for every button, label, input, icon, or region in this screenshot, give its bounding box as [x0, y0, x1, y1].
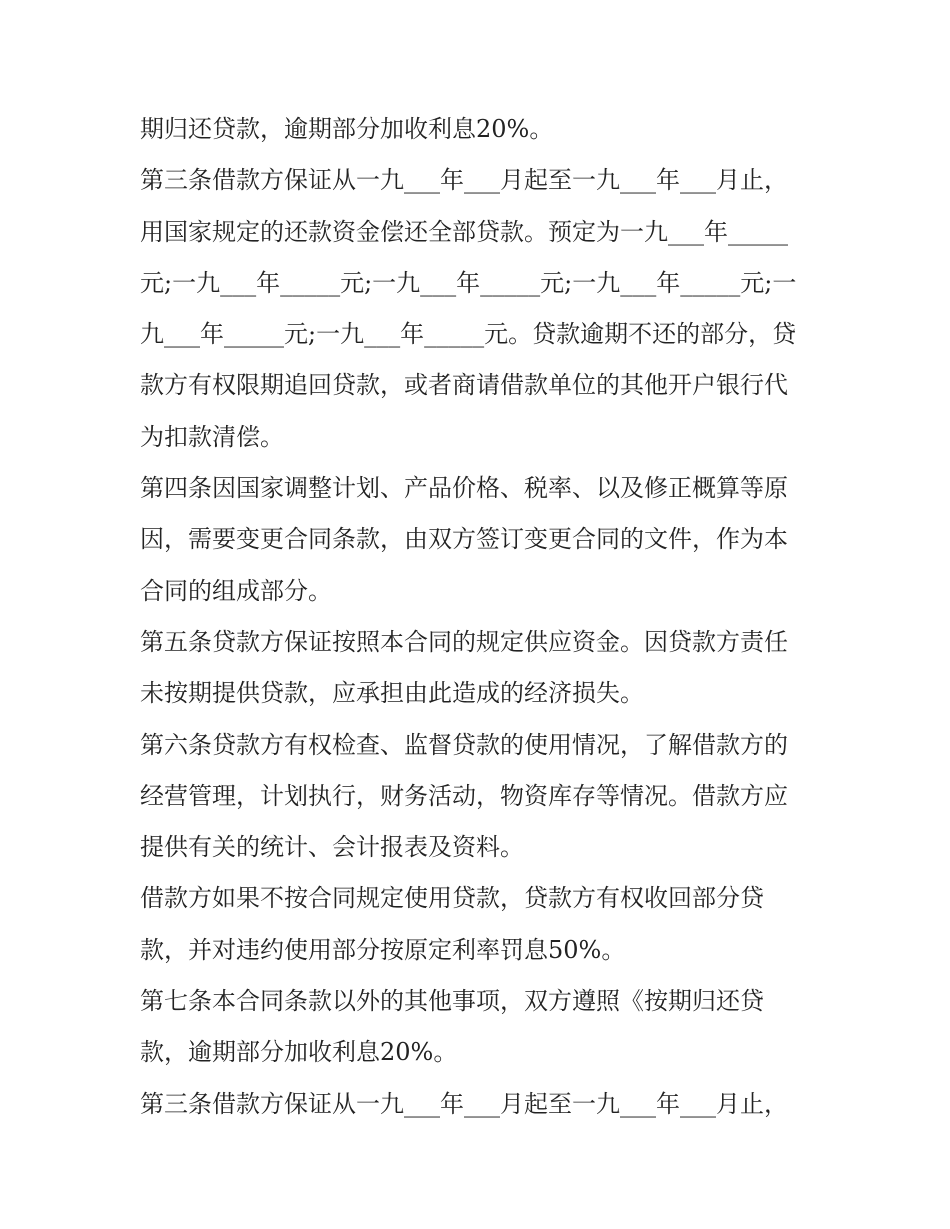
text-line: 合同的组成部分。: [140, 576, 332, 605]
text-line: 九___年_____元;一九___年_____元。贷款逾期不还的部分，贷: [140, 320, 797, 349]
text-line: 经营管理，计划执行，财务活动，物资库存等情况。借款方应: [140, 781, 788, 810]
text-line: 未按期提供贷款，应承担由此造成的经济损失。: [140, 679, 644, 708]
text-line: 第七条本合同条款以外的其他事项，双方遵照《按期归还贷: [140, 987, 764, 1016]
text-line: 为扣款清偿。: [140, 422, 284, 451]
text-line: 第三条借款方保证从一九___年___月起至一九___年___月止，: [140, 1089, 788, 1118]
document-body: [140, 104, 820, 1130]
text-line: 第三条借款方保证从一九___年___月起至一九___年___月止，: [140, 166, 788, 195]
text-line: 第四条因国家调整计划、产品价格、税率、以及修正概算等原: [140, 474, 788, 503]
text-line: 借款方如果不按合同规定使用贷款，贷款方有权收回部分贷: [140, 884, 764, 913]
text-line: 提供有关的统计、会计报表及资料。: [140, 833, 524, 862]
text-line: 款方有权限期追回贷款，或者商请借款单位的其他开户银行代: [140, 371, 788, 400]
text-line: 第五条贷款方保证按照本合同的规定供应资金。因贷款方责任: [140, 627, 788, 656]
text-line: 元;一九___年_____元;一九___年_____元;一九___年_____元;一: [140, 268, 797, 297]
text-line: 第六条贷款方有权检查、监督贷款的使用情况，了解借款方的: [140, 730, 788, 759]
text-line: 因，需要变更合同条款，由双方签订变更合同的文件，作为本: [140, 525, 788, 554]
text-line: 款，逾期部分加收利息20%。: [140, 1038, 458, 1067]
text-line: 用国家规定的还款资金偿还全部贷款。预定为一九___年_____: [140, 217, 788, 246]
text-line: 期归还贷款，逾期部分加收利息20%。: [140, 115, 554, 143]
text-line: 款，并对违约使用部分按原定利率罚息50%。: [140, 935, 626, 964]
